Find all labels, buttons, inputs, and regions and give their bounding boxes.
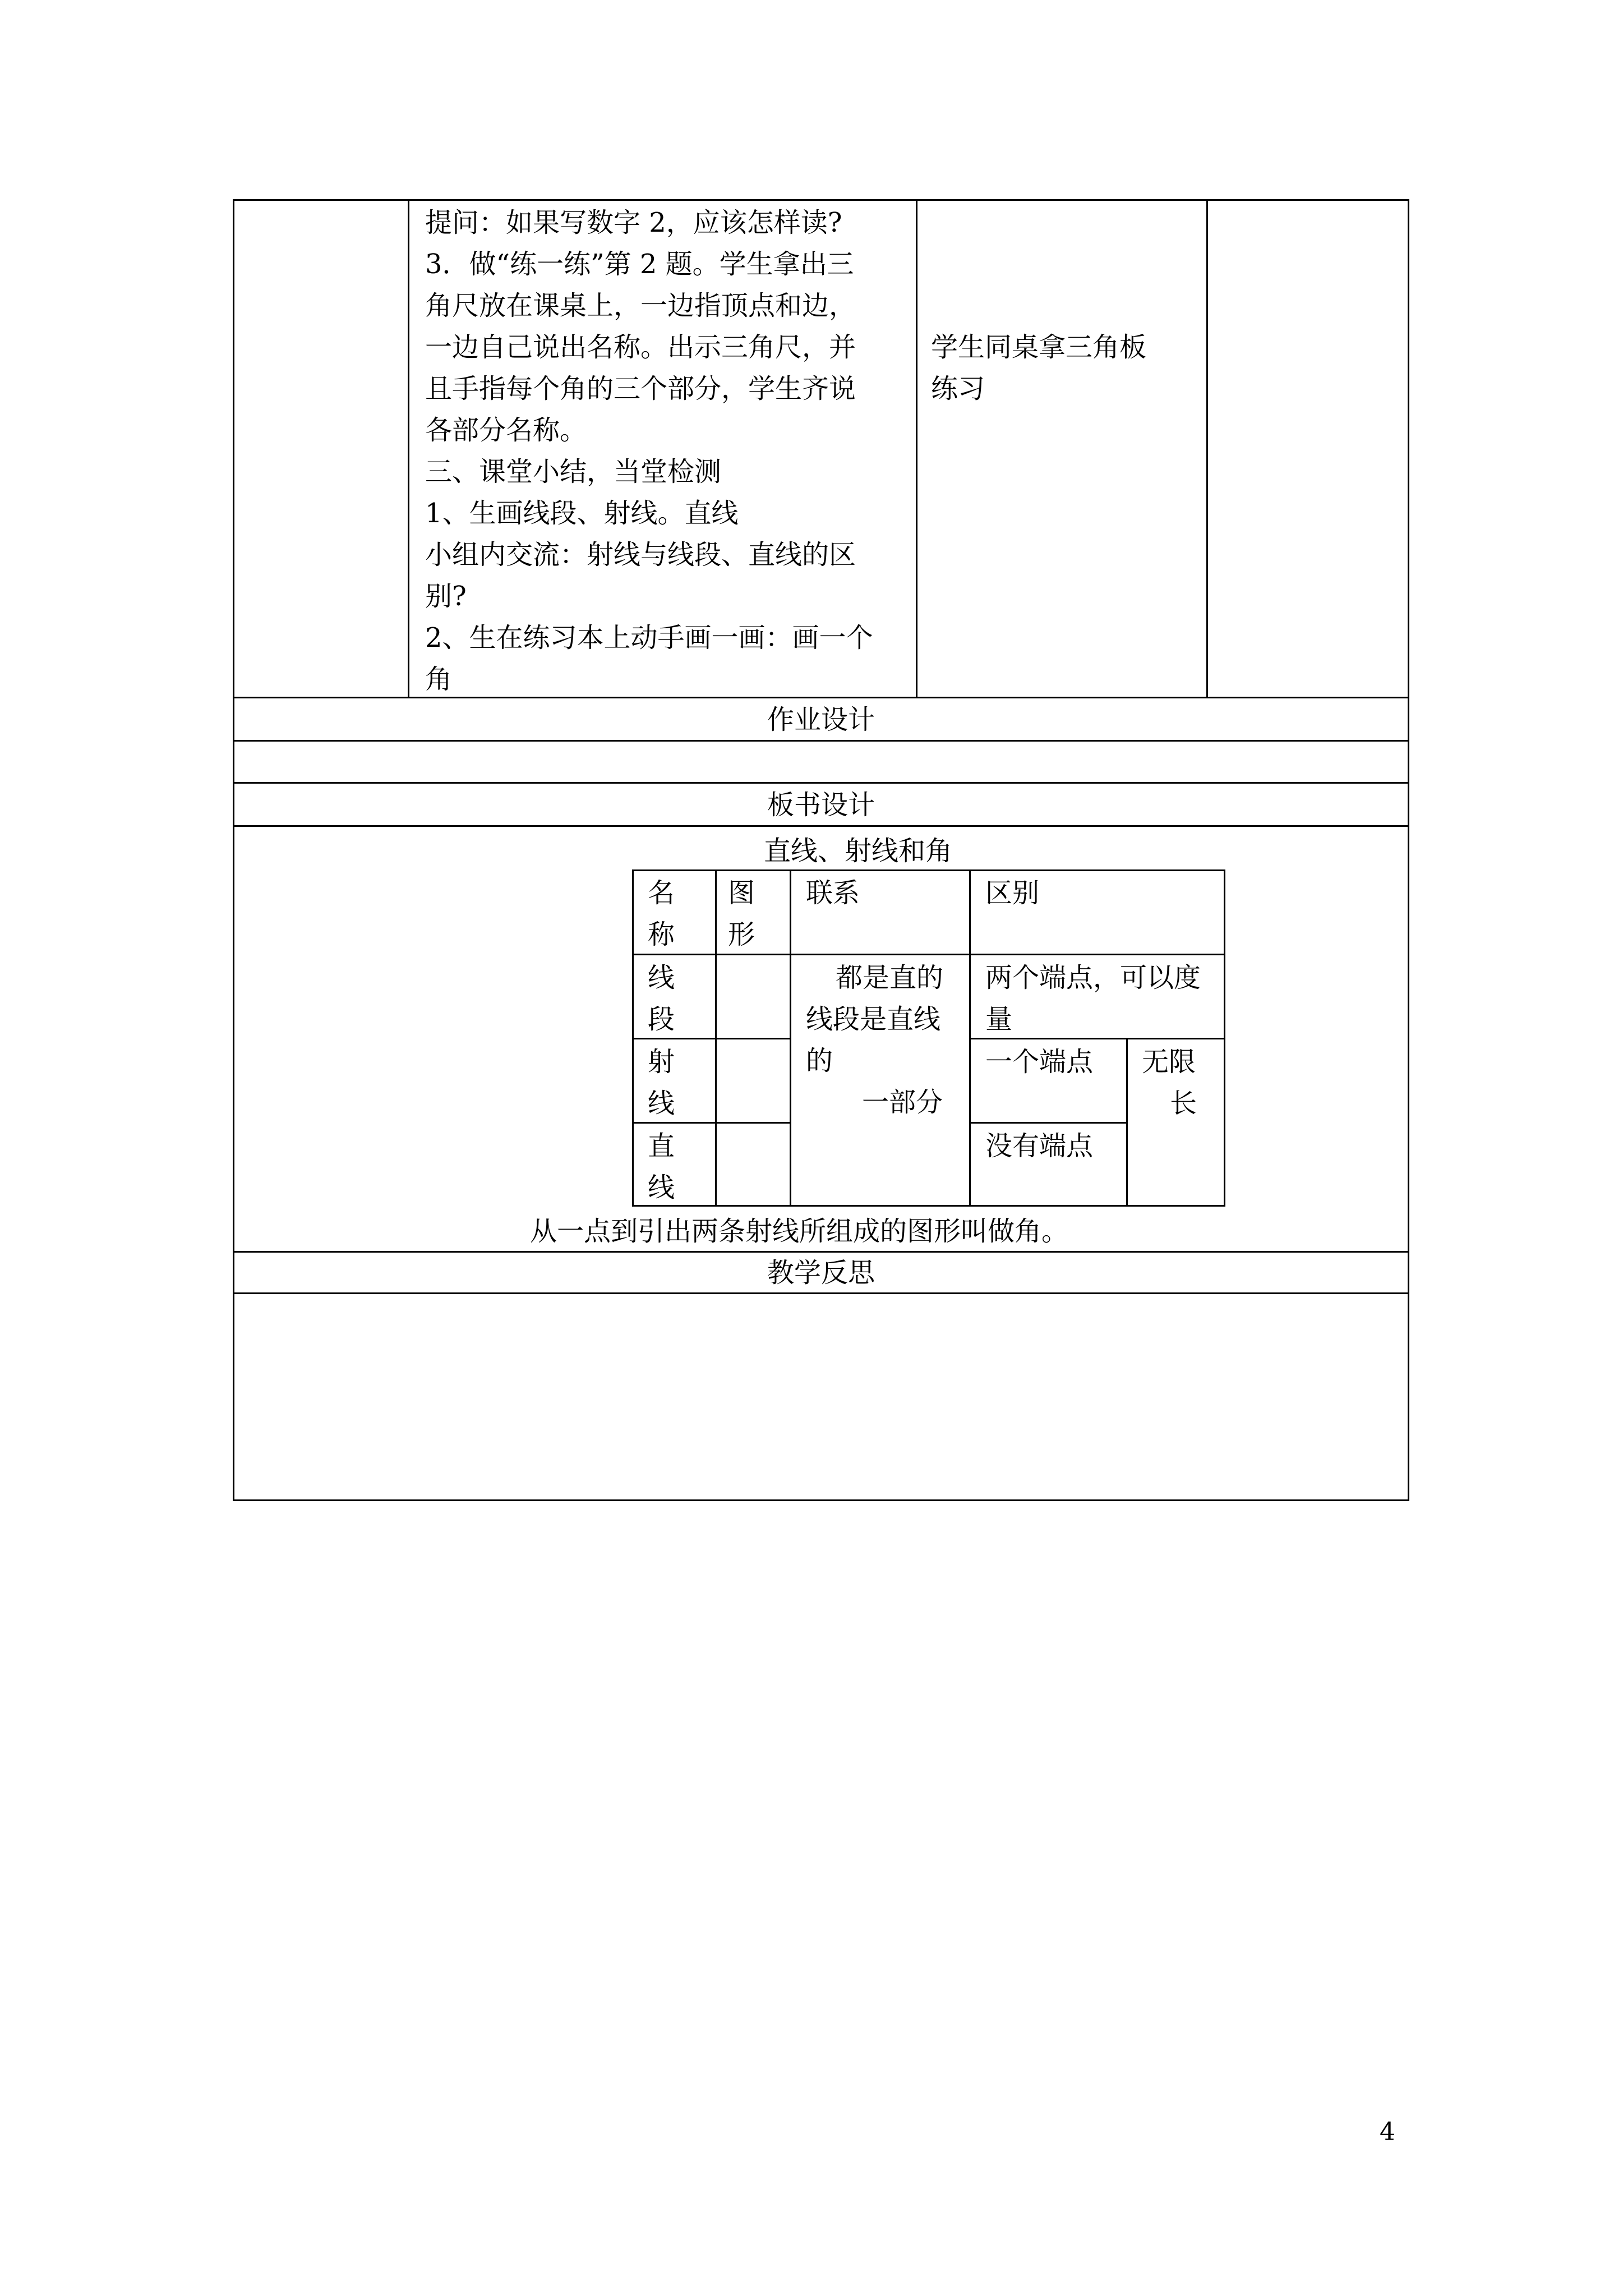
angle-definition: 从一点到引出两条射线所组成的图形叫做角。 (530, 1216, 1069, 1247)
header-difference: 区别 (985, 877, 1040, 909)
activity-line: 角尺放在课桌上，一边指顶点和边， (425, 290, 856, 321)
homework-title: 作业设计 (767, 704, 875, 735)
activity-line: 1、生画线段、射线。直线 (425, 498, 739, 529)
infinite-text: 长 (1170, 1088, 1197, 1119)
row-name: 段 (648, 1004, 675, 1035)
header-name: 称 (648, 919, 675, 950)
row-difference: 两个端点，可以度 (985, 962, 1201, 993)
activity-line: 3．做“练一练”第 2 题。学生拿出三 (425, 249, 854, 280)
student-line: 学生同桌拿三角板 (931, 332, 1147, 363)
activity-line: 角 (425, 664, 453, 695)
table-divider (790, 869, 791, 1207)
activity-line: 2、生在练习本上动手画一画：画一个 (425, 622, 873, 654)
activity-line: 且手指每个角的三个部分，学生齐说 (425, 373, 856, 404)
reflection-content-row (233, 1292, 1409, 1501)
row-name: 射 (648, 1046, 675, 1078)
row-name: 线 (648, 1172, 675, 1203)
table-divider (969, 1122, 1126, 1124)
row-difference: 没有端点 (985, 1130, 1094, 1162)
page-number: 4 (1380, 2118, 1395, 2146)
homework-content-row (233, 740, 1409, 784)
relation-text: 的 (806, 1045, 833, 1076)
board-heading: 直线、射线和角 (763, 835, 952, 867)
board-title: 板书设计 (767, 789, 875, 821)
infinite-text: 无限 (1142, 1046, 1196, 1078)
activity-line: 别? (425, 581, 467, 612)
relation-text: 一部分 (862, 1087, 943, 1118)
row-name: 线 (648, 1088, 675, 1119)
row-name: 直 (648, 1130, 675, 1162)
reflection-title: 教学反思 (767, 1257, 875, 1289)
column-divider (1206, 199, 1208, 698)
relation-text: 线段是直线 (806, 1004, 941, 1035)
row-name: 线 (648, 962, 675, 993)
activity-line: 一边自己说出名称。出示三角尺，并 (425, 332, 856, 363)
activity-line: 提问：如果写数字 2，应该怎样读? (425, 207, 842, 238)
activity-line: 小组内交流：射线与线段、直线的区 (425, 539, 856, 570)
header-figure: 图 (728, 877, 755, 909)
activity-line: 各部分名称。 (425, 415, 587, 446)
header-relation: 联系 (806, 877, 860, 909)
relation-text: 都是直的 (836, 962, 944, 993)
activity-line: 三、课堂小结，当堂检测 (425, 456, 722, 487)
column-divider (916, 199, 917, 698)
row-difference: 一个端点 (985, 1046, 1094, 1078)
row-difference: 量 (985, 1004, 1013, 1035)
column-divider (408, 199, 409, 698)
header-name: 名 (648, 877, 675, 909)
student-line: 练习 (931, 373, 985, 404)
table-divider (1126, 1038, 1128, 1207)
table-divider (632, 954, 1225, 955)
header-figure: 形 (728, 919, 755, 950)
